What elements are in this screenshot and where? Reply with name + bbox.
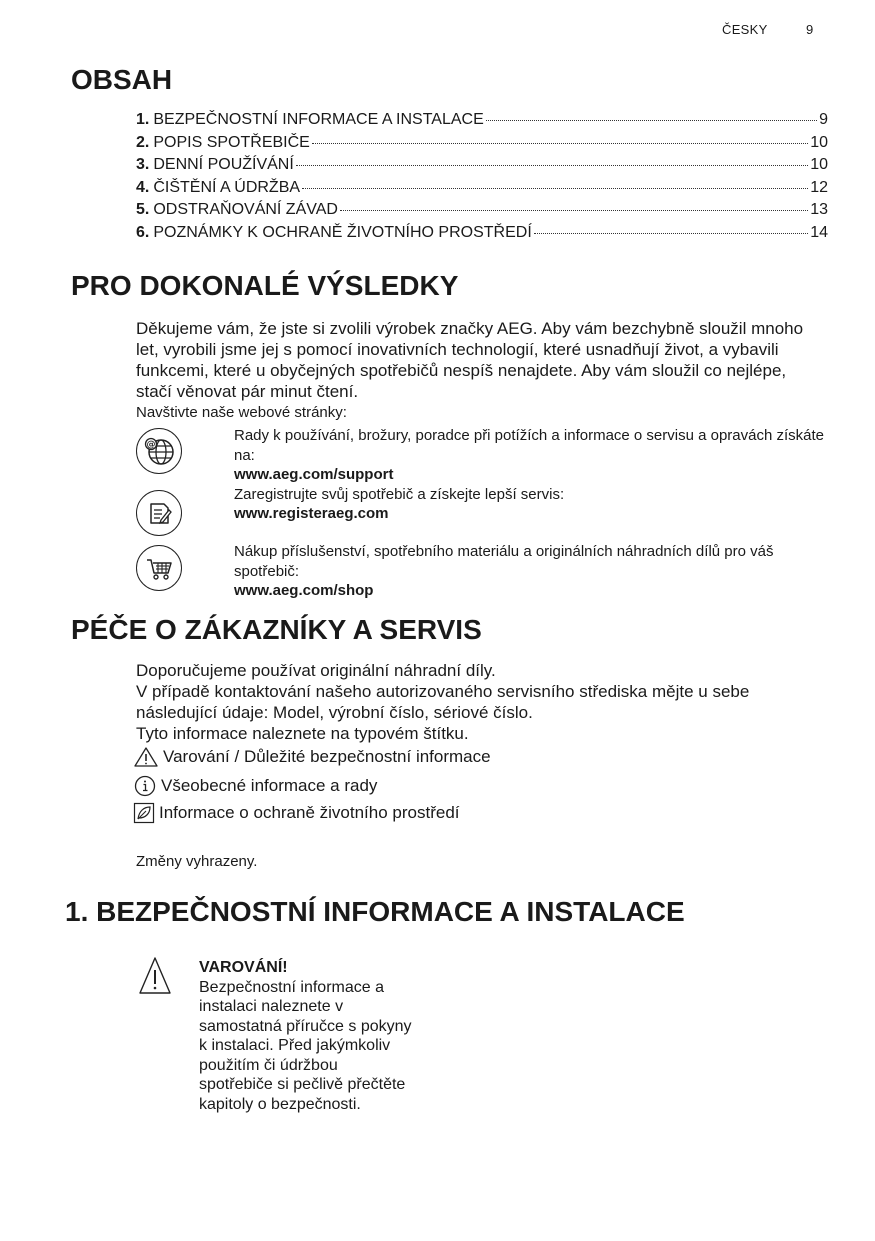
toc-leader <box>534 233 808 234</box>
chapter-1-title: 1. BEZPEČNOSTNÍ INFORMACE A INSTALACE <box>65 896 685 927</box>
toc-leader <box>312 143 808 144</box>
toc-item-number: 5. <box>136 201 150 218</box>
shopping-cart-icon <box>136 545 182 591</box>
register-text: Zaregistrujte svůj spotřebič a získejte lepší servis: <box>234 485 565 503</box>
toc-item[interactable] <box>136 179 828 202</box>
toc-item-label: ČIŠTĚNÍ A ÚDRŽBA <box>153 178 301 196</box>
globe-at-icon <box>136 428 182 474</box>
support-link[interactable]: www.aeg.com/support <box>234 466 394 483</box>
toc-item-label: ODSTRAŇOVÁNÍ ZÁVAD <box>153 201 338 218</box>
legend-warning <box>133 746 491 768</box>
support-text: Rady k používání, brožury, poradce při potížích a informace o servisu a opravách získáte na: <box>234 427 825 464</box>
toc-item[interactable] <box>136 156 828 179</box>
toc-item-page: 9 <box>819 111 828 128</box>
header-language: ČESKY <box>722 22 768 37</box>
toc-item[interactable] <box>136 134 828 157</box>
warning-body: Bezpečnostní informace a instalaci naleznete v samostatná příručce s pokyny k instalaci. Před jakýmkoliv použitím či údržbou spotřebiče si pečlivě přečtěte kapitoly o bezpečnosti. <box>199 978 412 1113</box>
toc-item-page: 13 <box>810 201 828 218</box>
shop-link[interactable]: www.aeg.com/shop <box>234 582 374 599</box>
changes-reserved: Změny vyhrazeny. <box>136 853 258 870</box>
leaf-icon <box>133 802 155 824</box>
service-line-1: Doporučujeme používat originální náhradní díly. <box>136 661 496 680</box>
shop-text: Nákup příslušenství, spotřebního materiálu a originálních náhradních dílů pro váš spotřebič: <box>234 543 774 580</box>
legend-info-text: Všeobecné informace a rady <box>161 776 378 795</box>
legend-environment <box>133 802 460 824</box>
service-line-2: V případě kontaktování našeho autorizovaného servisního střediska mějte u sebe následující údaje: Model, výrobní číslo, sériové číslo. <box>136 682 750 722</box>
legend-warning-text: Varování / Důležité bezpečnostní informace <box>163 747 491 766</box>
register-link[interactable]: www.registeraeg.com <box>234 505 389 522</box>
toc-leader <box>302 188 808 189</box>
results-intro: Děkujeme vám, že jste si zvolili výrobek značky AEG. Aby vám bezchybně sloužil mnoho let, vyrobili jsme jej s pomocí inovativních technologií, které usnadňují život, a vybavili funkcemi, které u obyčejných spotřebičů nespíš nenajdete. Aby vám sloužil co nejlépe, stačí věnovat pár minut čtení. <box>136 319 804 401</box>
warning-block <box>199 958 414 1114</box>
support-text-block <box>234 426 824 524</box>
legend-info <box>133 775 377 797</box>
toc-item-page: 12 <box>810 178 828 196</box>
toc-item-label: BEZPEČNOSTNÍ INFORMACE A INSTALACE <box>153 111 484 128</box>
warning-title: VAROVÁNÍ! <box>199 959 288 976</box>
warning-triangle-icon <box>133 746 159 768</box>
toc-leader <box>296 165 808 166</box>
page-number: 9 <box>806 22 814 37</box>
register-form-icon <box>136 490 182 536</box>
service-line-3: Tyto informace naleznete na typovém štítku. <box>136 724 469 743</box>
toc-item-label: POPIS SPOTŘEBIČE <box>153 133 310 151</box>
toc-item[interactable] <box>136 224 828 247</box>
toc-item-number: 2. <box>136 133 150 151</box>
toc-item[interactable] <box>136 201 828 224</box>
toc-item-number: 4. <box>136 178 150 196</box>
legend-environment-text: Informace o ochraně životního prostředí <box>159 803 460 822</box>
toc-leader <box>486 120 817 121</box>
toc-title: OBSAH <box>71 64 173 95</box>
toc-item-label: POZNÁMKY K OCHRANĚ ŽIVOTNÍHO PROSTŘEDÍ <box>153 223 532 241</box>
warning-icon <box>138 955 172 1002</box>
toc-item-page: 10 <box>810 156 828 173</box>
info-circle-icon <box>133 775 157 797</box>
toc-leader <box>340 210 808 211</box>
results-title: PRO DOKONALÉ VÝSLEDKY <box>71 270 459 301</box>
toc-item-page: 14 <box>810 223 828 241</box>
toc-item-number: 1. <box>136 111 150 128</box>
table-of-contents <box>136 111 828 246</box>
visit-website-label: Navštivte naše webové stránky: <box>136 404 347 421</box>
shop-text-block <box>234 542 824 601</box>
svg-text:@: @ <box>146 440 156 450</box>
toc-item[interactable] <box>136 111 828 134</box>
toc-item-label: DENNÍ POUŽÍVÁNÍ <box>153 156 294 173</box>
service-title: PÉČE O ZÁKAZNÍKY A SERVIS <box>71 614 482 645</box>
toc-item-number: 3. <box>136 156 150 173</box>
toc-item-page: 10 <box>810 133 828 151</box>
toc-item-number: 6. <box>136 223 150 241</box>
